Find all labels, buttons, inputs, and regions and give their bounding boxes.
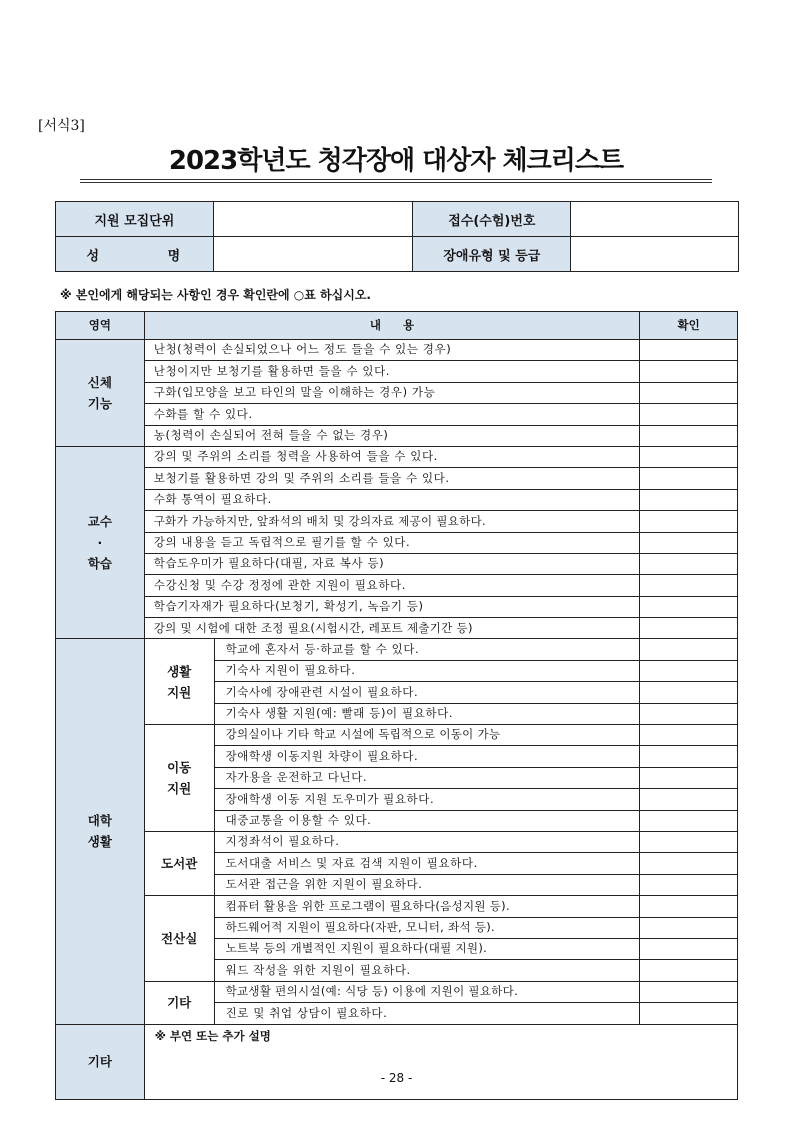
confirm-cell[interactable] xyxy=(640,596,738,617)
header-confirm: 확인 xyxy=(640,312,738,340)
list-item: 구화(입모양을 보고 타인의 말을 이해하는 경우) 가능 xyxy=(144,382,640,403)
list-item: 대중교통을 이용할 수 있다. xyxy=(214,810,640,831)
name-label: 성 명 xyxy=(56,237,214,272)
list-item: 학교에 혼자서 등·하교를 할 수 있다. xyxy=(214,639,640,660)
list-item: 수화를 할 수 있다. xyxy=(144,404,640,425)
confirm-cell[interactable] xyxy=(640,874,738,895)
list-item: 도서대출 서비스 및 자료 검색 지원이 필요하다. xyxy=(214,853,640,874)
confirm-cell[interactable] xyxy=(640,1003,738,1024)
title-underline xyxy=(80,179,712,180)
checklist-table xyxy=(55,311,738,1100)
category-label-line: 지원 xyxy=(167,684,192,700)
name-field[interactable] xyxy=(213,237,413,272)
confirm-cell[interactable] xyxy=(640,553,738,574)
category-label-line: 이동 xyxy=(167,759,192,775)
list-item: 농(청력이 손실되어 전혀 들을 수 없는 경우) xyxy=(144,425,640,446)
confirm-cell[interactable] xyxy=(640,382,738,403)
confirm-cell[interactable] xyxy=(640,810,738,831)
list-item: 학습도우미가 필요하다(대필, 자료 복사 등) xyxy=(144,553,640,574)
confirm-cell[interactable] xyxy=(640,789,738,810)
applicant-info-table xyxy=(55,201,739,272)
list-item: 강의 내용을 듣고 독립적으로 필기를 할 수 있다. xyxy=(144,532,640,553)
receipt-number-label: 접수(수험)번호 xyxy=(413,202,571,237)
additional-notes-label: ※ 부연 또는 추가 설명 xyxy=(154,1028,271,1043)
unit-field[interactable] xyxy=(213,202,413,237)
list-item: 자가용을 운전하고 다닌다. xyxy=(214,767,640,788)
confirm-cell[interactable] xyxy=(640,767,738,788)
list-item: 하드웨어적 지원이 필요하다(자판, 모니터, 좌석 등). xyxy=(214,917,640,938)
list-item: 기숙사에 장애관련 시설이 필요하다. xyxy=(214,682,640,703)
disability-field[interactable] xyxy=(571,237,739,272)
list-item: 컴퓨터 활용을 위한 프로그램이 필요하다(음성지원 등). xyxy=(214,896,640,917)
additional-notes-field[interactable] xyxy=(144,1024,737,1099)
list-item: 기숙사 생활 지원(예: 빨래 등)이 필요하다. xyxy=(214,703,640,724)
confirm-cell[interactable] xyxy=(640,660,738,681)
confirm-cell[interactable] xyxy=(640,511,738,532)
list-item: 강의실이나 기타 학교 시설에 독립적으로 이동이 가능 xyxy=(214,725,640,746)
list-item: 난청이지만 보청기를 활용하면 들을 수 있다. xyxy=(144,361,640,382)
list-item: 난청(청력이 손실되었으나 어느 정도 들을 수 있는 경우) xyxy=(144,340,640,361)
confirm-cell[interactable] xyxy=(640,981,738,1002)
confirm-cell[interactable] xyxy=(640,489,738,510)
subcategory-library: 도서관 xyxy=(144,831,214,895)
category-label-line: 생활 xyxy=(87,834,112,850)
confirm-cell[interactable] xyxy=(640,725,738,746)
confirm-cell[interactable] xyxy=(640,703,738,724)
list-item: 장애학생 이동지원 차량이 필요하다. xyxy=(214,746,640,767)
list-item: 학교생활 편의시설(예: 식당 등) 이용에 지원이 필요하다. xyxy=(214,981,640,1002)
list-item: 수강신청 및 수강 정정에 관한 지원이 필요하다. xyxy=(144,575,640,596)
category-label-line: 신체 xyxy=(87,374,112,390)
list-item: 노트북 등의 개별적인 지원이 필요하다(대필 지원). xyxy=(214,938,640,959)
confirm-cell[interactable] xyxy=(640,618,738,639)
list-item: 도서관 접근을 위한 지원이 필요하다. xyxy=(214,874,640,895)
list-item: 진로 및 취업 상담이 필요하다. xyxy=(214,1003,640,1024)
list-item: 지정좌석이 필요하다. xyxy=(214,831,640,852)
subcategory-living-support xyxy=(144,639,214,725)
disability-label: 장애유형 및 등급 xyxy=(413,237,571,272)
confirm-cell[interactable] xyxy=(640,404,738,425)
confirm-cell[interactable] xyxy=(640,917,738,938)
subcategory-etc: 기타 xyxy=(144,981,214,1024)
category-teaching-label-1: 교수 xyxy=(87,513,112,529)
list-item: 보청기를 활용하면 강의 및 주위의 소리를 들을 수 있다. xyxy=(144,468,640,489)
category-label-line: 지원 xyxy=(167,781,192,796)
list-item: 구화가 가능하지만, 앞좌석의 배치 및 강의자료 제공이 필요하다. xyxy=(144,511,640,532)
instruction-note: ※ 본인에게 해당되는 사항인 경우 확인란에 ○표 하십시오. xyxy=(60,288,371,302)
subcategory-computer-lab: 전산실 xyxy=(144,896,214,982)
category-label-line: 기능 xyxy=(87,395,112,411)
confirm-cell[interactable] xyxy=(640,853,738,874)
unit-label: 지원 모집단위 xyxy=(56,202,214,237)
list-item: 워드 작성을 위한 지원이 필요하다. xyxy=(214,960,640,981)
form-number: [서식3] xyxy=(38,118,85,134)
confirm-cell[interactable] xyxy=(640,425,738,446)
category-teaching-label-2: · xyxy=(97,535,103,551)
confirm-cell[interactable] xyxy=(640,575,738,596)
page-number: - 28 - xyxy=(380,1071,413,1085)
confirm-cell[interactable] xyxy=(640,639,738,660)
title-underline-secondary xyxy=(80,182,712,183)
confirm-cell[interactable] xyxy=(640,361,738,382)
confirm-cell[interactable] xyxy=(640,682,738,703)
category-body-function xyxy=(56,340,145,447)
category-college-life xyxy=(56,639,145,1024)
confirm-cell[interactable] xyxy=(640,746,738,767)
category-label-line: 생활 xyxy=(167,663,192,679)
category-label-line: 대학 xyxy=(87,813,112,829)
confirm-cell[interactable] xyxy=(640,340,738,361)
confirm-cell[interactable] xyxy=(640,468,738,489)
header-area: 영역 xyxy=(56,312,145,340)
subcategory-mobility-support xyxy=(144,725,214,832)
confirm-cell[interactable] xyxy=(640,896,738,917)
receipt-number-field[interactable] xyxy=(571,202,739,237)
header-content: 내 용 xyxy=(144,312,640,340)
page-title: 2023학년도 청각장애 대상자 체크리스트 xyxy=(168,146,624,176)
list-item: 강의 및 시험에 대한 조정 필요(시험시간, 레포트 제출기간 등) xyxy=(144,618,640,639)
confirm-cell[interactable] xyxy=(640,446,738,467)
category-teaching xyxy=(56,446,145,639)
confirm-cell[interactable] xyxy=(640,831,738,852)
category-other: 기타 xyxy=(56,1024,145,1099)
confirm-cell[interactable] xyxy=(640,960,738,981)
list-item: 학습기자재가 필요하다(보청기, 확성기, 녹음기 등) xyxy=(144,596,640,617)
confirm-cell[interactable] xyxy=(640,532,738,553)
list-item: 강의 및 주위의 소리를 청력을 사용하여 들을 수 있다. xyxy=(144,446,640,467)
list-item: 장애학생 이동 지원 도우미가 필요하다. xyxy=(214,789,640,810)
list-item: 기숙사 지원이 필요하다. xyxy=(214,660,640,681)
confirm-cell[interactable] xyxy=(640,938,738,959)
category-teaching-label-3: 학습 xyxy=(87,556,112,572)
list-item: 수화 통역이 필요하다. xyxy=(144,489,640,510)
